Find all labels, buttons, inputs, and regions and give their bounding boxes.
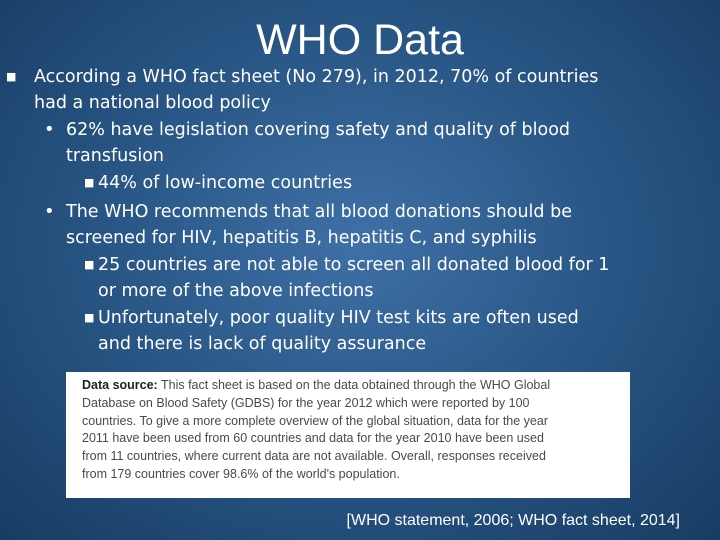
data-source-line: from 11 countries, where current data are not available. Overall, responses received	[82, 449, 546, 464]
bullet-line: 25 countries are not able to screen all donated blood for 1	[98, 255, 610, 275]
square-bullet-icon: ■	[84, 176, 95, 189]
bullet-line: and there is lack of quality assurance	[98, 334, 427, 354]
square-bullet-icon: ■	[84, 258, 95, 271]
data-source-line: 2011 have been used from 60 countries and data for the year 2010 have been used	[82, 431, 544, 446]
data-source-line: Database on Blood Safety (GDBS) for the year 2012 which were reported by 100	[82, 395, 530, 410]
data-source-line: countries. To give a more complete overview of the global situation, data for the year	[82, 413, 548, 428]
slide-title: WHO Data	[256, 16, 464, 64]
citation: [WHO statement, 2006; WHO fact sheet, 2014]	[346, 512, 680, 529]
sub-sub-bullet-text	[98, 170, 352, 196]
data-source-box	[66, 372, 630, 498]
square-bullet-icon: ■	[6, 70, 17, 83]
bullet-line: The WHO recommends that all blood donations should be	[66, 202, 572, 222]
data-source-line: from 179 countries cover 98.6% of the world's population.	[82, 466, 400, 481]
bullet-line: According a WHO fact sheet (No 279), in 2012, 70% of countries	[34, 67, 599, 87]
round-bullet-icon: •	[44, 201, 55, 222]
bullet-line: had a national blood policy	[34, 93, 271, 113]
bullet-text	[34, 64, 598, 116]
bullet-line: 44% of low-income countries	[98, 173, 353, 193]
data-source-label: Data source:	[82, 378, 158, 392]
bullet-line: or more of the above infections	[98, 281, 374, 301]
sub-sub-bullet-text	[98, 252, 609, 304]
sub-bullet-text	[66, 199, 572, 251]
sub-bullet-text	[66, 117, 570, 169]
data-source-line: Data source: This fact sheet is based on the data obtained through the WHO Global	[82, 378, 551, 392]
bullet-line: screened for HIV, hepatitis B, hepatitis C, and syphilis	[66, 228, 537, 248]
sub-sub-bullet-text	[98, 305, 579, 357]
square-bullet-icon: ■	[84, 311, 95, 324]
round-bullet-icon: •	[44, 119, 55, 140]
bullet-line: 62% have legislation covering safety and quality of blood	[66, 120, 571, 140]
bullet-line: Unfortunately, poor quality HIV test kits are often used	[98, 308, 579, 328]
bullet-line: transfusion	[66, 146, 165, 166]
